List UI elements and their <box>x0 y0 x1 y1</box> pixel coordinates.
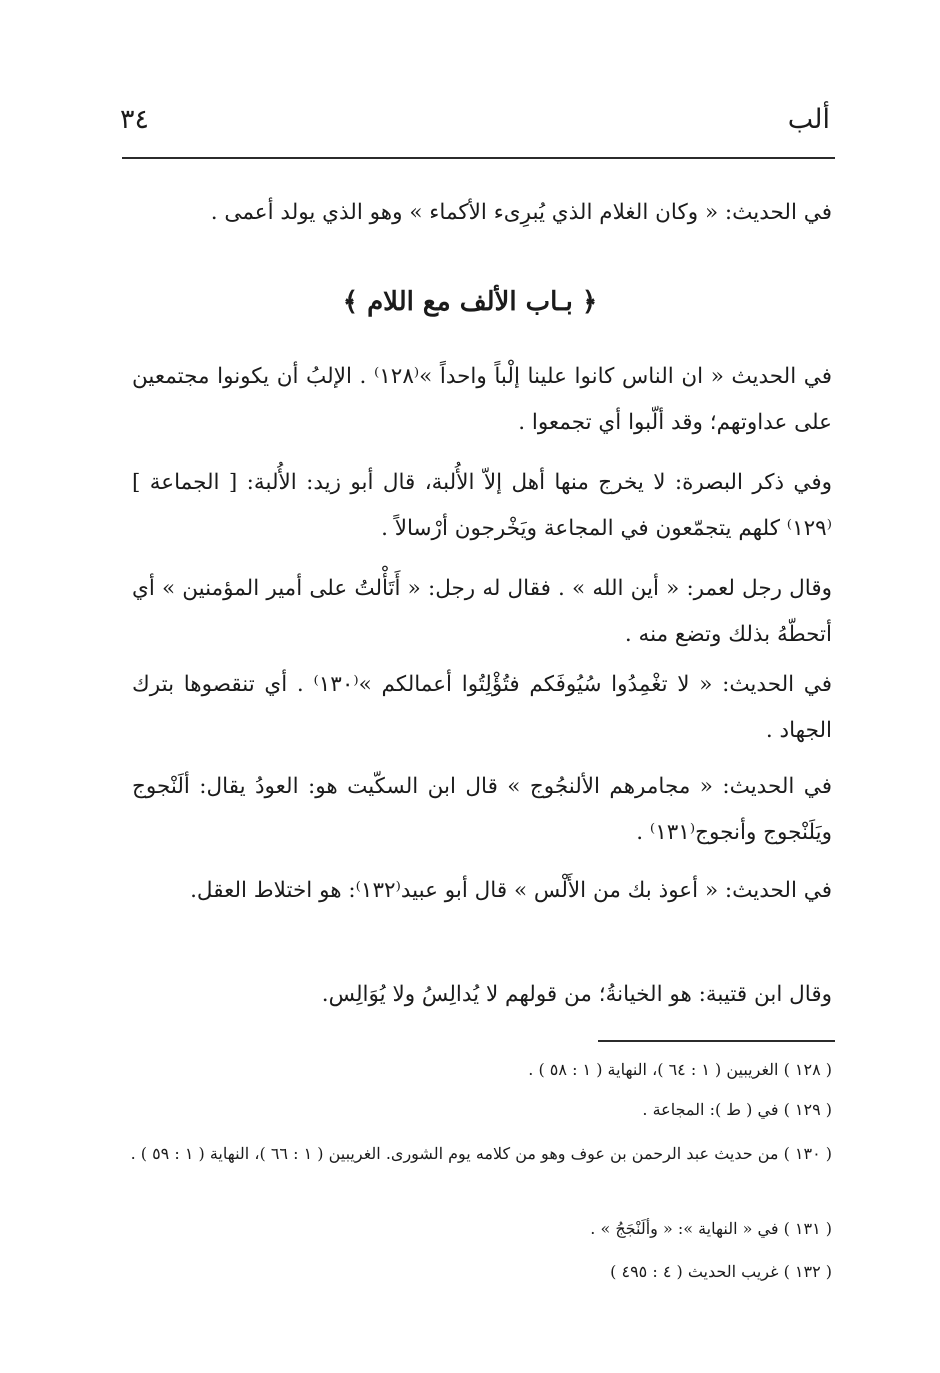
paragraph-als: في الحديث: « أعوذ بك من الأَلْس » قال أبو عبيد⁽١٣٢⁾: هو اختلاط العقل. <box>190 878 832 903</box>
opening-paragraph: في الحديث: « وكان الغلام الذي يُبرِىء الأكماء » وهو الذي يولد أعمى . <box>210 200 832 225</box>
running-head-entry-word: ألب <box>787 104 830 135</box>
paragraph-basra: وفي ذكر البصرة: لا يخرج منها أهل إلاّ الأُلبة، قال أبو زيد: الأُلبة: [ الجماعة ]⁽١٢٩⁾ كلهم يتجمّعون في المجاعة ويَخْرجون أرْسالاً . <box>132 470 832 541</box>
footnote-128: ( ١٢٨ ) الغريبين ( ١ : ٦٤ )، النهاية ( ١ : ٥٨ ) . <box>528 1060 832 1079</box>
paragraph-ibn-qutayba: وقال ابن قتيبة: هو الخيانةُ؛ من قولهم لا يُدالِسُ ولا يُوَالِس. <box>321 982 832 1007</box>
footnote-rule <box>598 1040 835 1042</box>
footnote-130: ( ١٣٠ ) من حديث عبد الرحمن بن عوف وهو من كلامه يوم الشورى. الغريبين ( ١ : ٦٦ )، النهاية ( ١ : ٥٩ ) . <box>130 1144 832 1163</box>
paragraph-ilb: في الحديث « ان الناس كانوا علينا إلْباً واحداً »⁽١٢٨⁾ . الإلبُ أن يكونوا مجتمعين على عداوتهم؛ وقد ألّبوا أي تجمعوا . <box>132 364 832 435</box>
footnote-132: ( ١٣٢ ) غريب الحديث ( ٤ : ٤٩٥ ) <box>610 1262 832 1281</box>
footnote-129: ( ١٢٩ ) في ( ط ): المجاعة . <box>642 1100 832 1119</box>
chapter-title: ﴿ بـاب الألف مع اللام ﴾ <box>342 287 598 317</box>
page-number: ٣٤ <box>120 104 150 135</box>
paragraph-swords: في الحديث: « لا تغْمِدُوا سُيُوفَكم فتُؤْلِتُوا أعمالكم »⁽١٣٠⁾ . أي تنقصوها بترك الجهاد . <box>132 672 832 743</box>
paragraph-alanjuj: في الحديث: « مجامرهم الألنجُوج » قال ابن السكّيت هو: العودُ يقال: ألَنْجوج ويَلَنْجوج وأنجوج⁽١٣١⁾ . <box>132 774 832 845</box>
paragraph-umar: وقال رجل لعمر: « أين الله » . فقال له رجل: « أَتَأْلتُ على أمير المؤمنين » أي أتحطّهُ بذلك وتضع منه . <box>132 576 832 647</box>
header-rule <box>122 157 835 159</box>
footnote-131: ( ١٣١ ) في « النهاية »: « وألَنْجَجُ » . <box>590 1219 832 1238</box>
